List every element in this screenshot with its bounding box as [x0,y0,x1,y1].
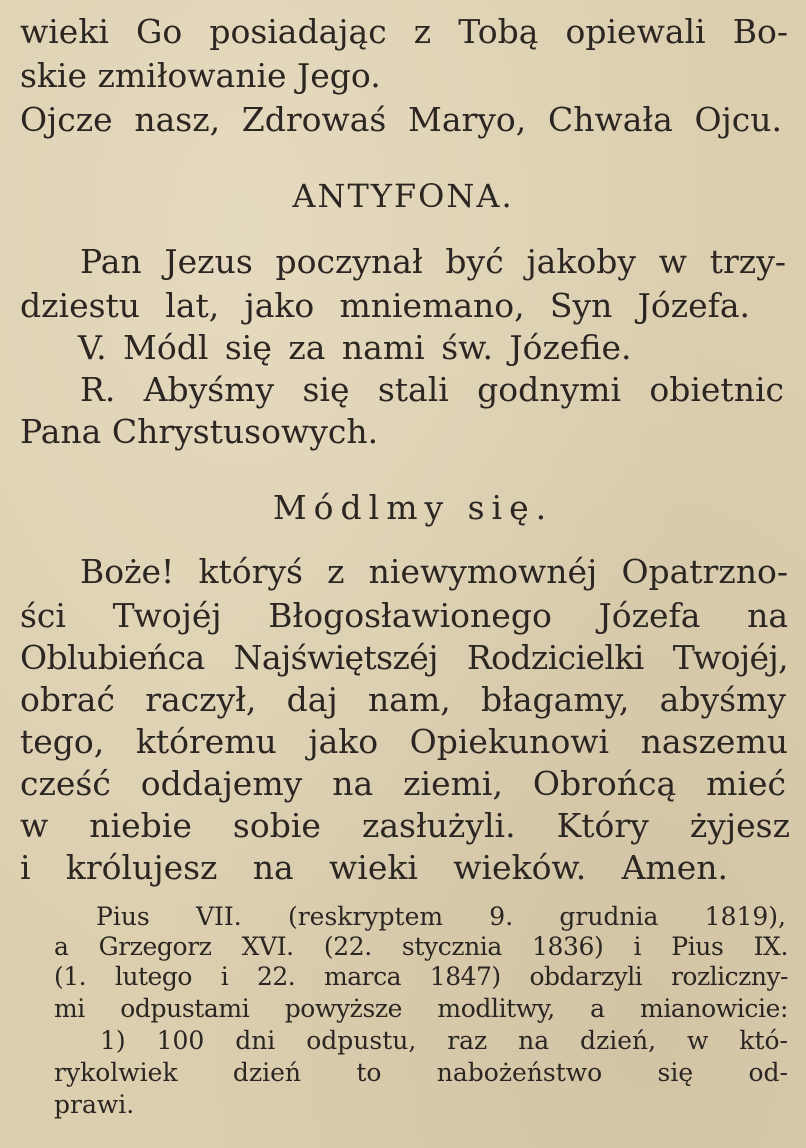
note-line-6: rykolwiek dzień to nabożeństwo się od- [54,1058,788,1087]
antyfona-versicle: V. Módl się za nami św. Józefie. [78,328,632,367]
prayer-line-2: ści Twojéj Błogosławionego Józefa na [20,596,788,635]
antyfona-line-2: dziestu lat, jako mniemano, Syn Józefa. [20,286,750,325]
antyfona-heading: ANTYFONA. [292,177,514,215]
note-line-4: mi odpustami powyższe modlitwy, a mianowicie: [54,994,788,1023]
prayer-line-3: Oblubieńca Najświętszéj Rodzicielki Twojéj, [20,638,788,677]
note-line-7: prawi. [54,1090,135,1119]
prayer-end-line-1: wieki Go posiadając z Tobą opiewali Bo- [20,12,788,51]
prayer-line-1: Boże! któryś z niewymownéj Opatrzno- [80,552,788,591]
note-line-2: a Grzegorz XVI. (22. stycznia 1836) i Pius IX. [54,932,788,961]
prayer-end-line-2: skie zmiłowanie Jego. [20,56,381,95]
antyfona-line-1: Pan Jezus poczynał być jakoby w trzy- [80,242,786,281]
note-line-1: Pius VII. (reskryptem 9. grudnia 1819), [96,902,786,931]
antyfona-response-1: R. Abyśmy się stali godnymi obietnic [80,370,784,409]
note-line-5: 1) 100 dni odpustu, raz na dzień, w któ- [100,1026,788,1055]
note-line-3: (1. lutego i 22. marca 1847) obdarzyli rozliczny- [54,962,788,991]
prayer-line-8: i królujesz na wieki wieków. Amen. [20,848,728,887]
prayer-end-line-3: Ojcze nasz, Zdrowaś Maryo, Chwała Ojcu. [20,100,782,139]
antyfona-response-2: Pana Chrystusowych. [20,412,379,451]
prayer-line-4: obrać raczył, daj nam, błagamy, abyśmy [20,680,786,719]
prayer-line-7: w niebie sobie zasłużyli. Który żyjesz [20,806,790,845]
prayer-line-5: tego, któremu jako Opiekunowi naszemu [20,722,788,761]
prayer-line-6: cześć oddajemy na ziemi, Obrońcą mieć [20,764,786,803]
modlmy-heading: Módlmy się. [272,488,554,527]
